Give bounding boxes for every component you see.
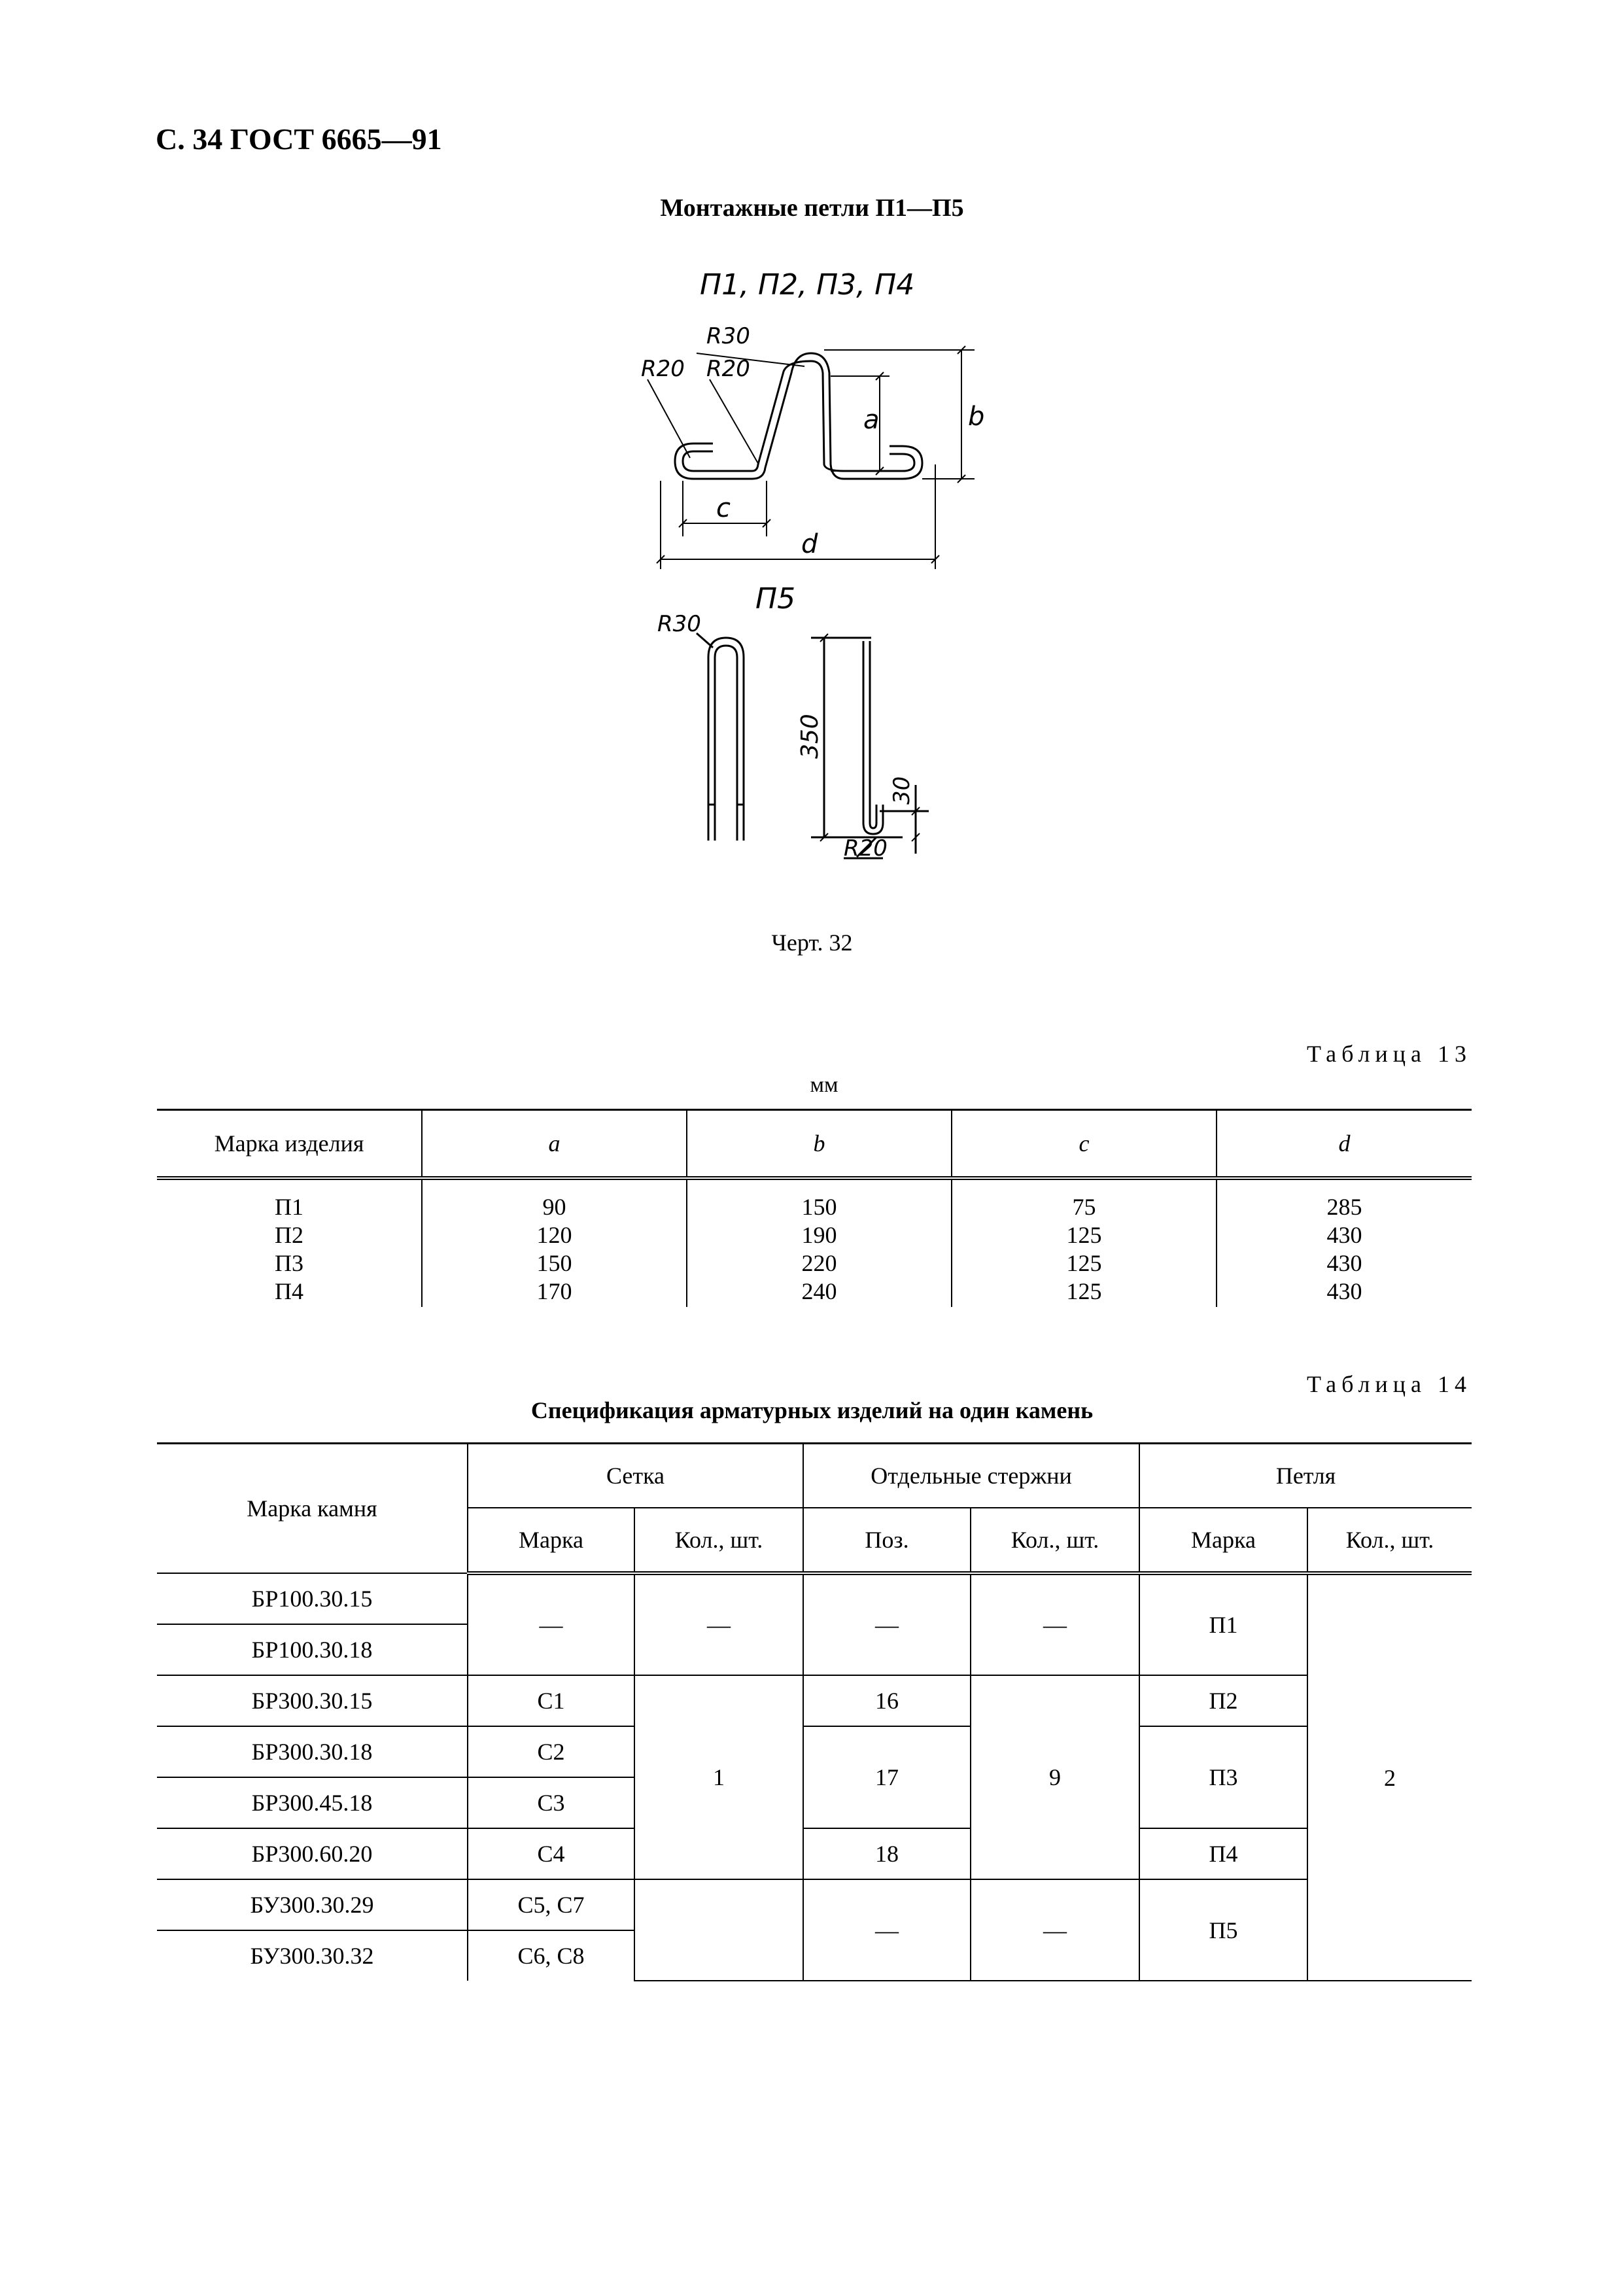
table14-header-loop-mark: Марка [1139,1508,1307,1573]
label-dim-a: a [863,405,880,435]
table-cell: 220 [801,1250,837,1276]
table-cell: 430 [1326,1250,1362,1276]
mesh-mark-cell: С2 [468,1726,634,1777]
table-cell: 125 [1066,1278,1102,1304]
table-cell: 90 [542,1194,566,1220]
label-r20-p5: R20 [844,835,888,861]
table14-header-rod-qty: Кол., шт. [971,1508,1139,1573]
table-row [157,1573,1472,1624]
table-cell: 285 [1326,1194,1362,1220]
mesh-qty-cell: 1 [634,1675,803,1879]
table14-header-row-1 [157,1444,1472,1508]
stone-mark-cell: БР300.30.15 [157,1675,468,1726]
table13-col-c [952,1178,1217,1307]
rod-pos-dash: — [803,1573,971,1675]
table13-header-row [157,1110,1472,1179]
table-row [157,1675,1472,1726]
table-row [157,1726,1472,1777]
stone-mark-cell: БР300.60.20 [157,1828,468,1879]
page-header: С. 34 ГОСТ 6665—91 [156,122,442,156]
table-row [157,1828,1472,1879]
label-dim-d: d [801,529,818,559]
mesh-mark-dash: — [468,1573,634,1675]
table13-col-d [1217,1178,1472,1307]
table13-col-mark [157,1178,422,1307]
loop-mark-cell: П3 [1139,1726,1307,1828]
table-cell: 125 [1066,1250,1102,1276]
table-cell: 150 [536,1250,572,1276]
table14-title: Спецификация арматурных изделий на один камень [530,1397,1094,1423]
table13-body [157,1178,1472,1307]
rod-pos-cell: 17 [803,1726,971,1828]
table14-header-stone-mark: Марка камня [157,1444,468,1574]
mesh-mark-cell: С3 [468,1777,634,1828]
rod-qty-dash: — [971,1879,1139,1981]
table-cell: 75 [1072,1194,1096,1220]
table13 [157,1109,1472,1307]
mesh-qty-dash: — [634,1573,803,1675]
table-cell: 120 [536,1222,572,1248]
table-cell: 190 [801,1222,837,1248]
loop-mark-cell: П5 [1139,1879,1307,1981]
rod-qty-dash: — [971,1573,1139,1675]
table-cell: 430 [1326,1278,1362,1304]
mesh-mark-cell: С6, С8 [468,1930,634,1981]
table13-header-c: c [952,1110,1217,1179]
stone-mark-cell: БР300.30.18 [157,1726,468,1777]
table14-header-rods: Отдельные стержни [803,1444,1139,1508]
loop-mark-cell: П2 [1139,1675,1307,1726]
mesh-mark-cell: С1 [468,1675,634,1726]
table-cell: П1 [275,1194,303,1220]
loop-qty-cell: 2 [1307,1573,1472,1981]
rod-qty-cell: 9 [971,1675,1139,1879]
table14-header-rod-pos: Поз. [803,1508,971,1573]
label-dim-c: c [716,493,731,523]
label-group-p5: П5 [755,582,796,616]
table13-header-a: a [422,1110,687,1179]
table13-label: Таблица 13 [1307,1041,1472,1067]
stone-mark-cell: БУ300.30.32 [157,1930,468,1981]
table13-unit: мм [810,1073,838,1097]
label-dim-350: 350 [797,714,823,759]
label-r30-top: R30 [706,323,750,349]
table14-header-mesh-mark: Марка [468,1508,634,1573]
table-row [157,1879,1472,1930]
loop-shape-p5-front [697,633,744,841]
table-cell: 170 [536,1278,572,1304]
loop-drawing [615,262,1020,890]
stone-mark-cell: БР300.45.18 [157,1777,468,1828]
table14-header-loop-qty: Кол., шт. [1307,1508,1472,1573]
table14-header-mesh: Сетка [468,1444,803,1508]
table-cell: 125 [1066,1222,1102,1248]
table-cell: П3 [275,1250,303,1276]
table-cell: 240 [801,1278,837,1304]
figure-title: Монтажные петли П1—П5 [660,194,964,222]
label-r20-left: R20 [641,356,685,382]
table-cell: 150 [801,1194,837,1220]
table14 [157,1442,1472,1981]
mesh-qty-empty [634,1879,803,1981]
loop-mark-cell: П4 [1139,1828,1307,1879]
rod-pos-cell: 18 [803,1828,971,1879]
table13-header-d: d [1217,1110,1472,1179]
label-r30-p5: R30 [657,611,701,637]
mesh-mark-cell: С5, С7 [468,1879,634,1930]
label-dim-30: 30 [889,776,915,805]
table-cell: 430 [1326,1222,1362,1248]
table13-col-b [687,1178,952,1307]
stone-mark-cell: БУ300.30.29 [157,1879,468,1930]
mesh-mark-cell: С4 [468,1828,634,1879]
stone-mark-cell: БР100.30.18 [157,1624,468,1675]
stone-mark-cell: БР100.30.15 [157,1573,468,1624]
figure-caption: Черт. 32 [771,930,853,956]
table14-label: Таблица 14 [1307,1371,1472,1397]
rod-pos-dash: — [803,1879,971,1981]
table14-header-loop: Петля [1139,1444,1472,1508]
loop-mark-cell: П1 [1139,1573,1307,1675]
table14-header-mesh-qty: Кол., шт. [634,1508,803,1573]
table-cell: П2 [275,1222,303,1248]
label-group-p1-p4: П1, П2, П3, П4 [700,268,915,302]
label-r20-mid: R20 [706,356,750,382]
loop-shape-p5-side [811,638,929,858]
rod-pos-cell: 16 [803,1675,971,1726]
label-dim-b: b [968,402,985,432]
table13-header-mark: Марка изделия [157,1110,422,1179]
table13-header-b: b [687,1110,952,1179]
table-cell: П4 [275,1278,303,1304]
table13-col-a [422,1178,687,1307]
